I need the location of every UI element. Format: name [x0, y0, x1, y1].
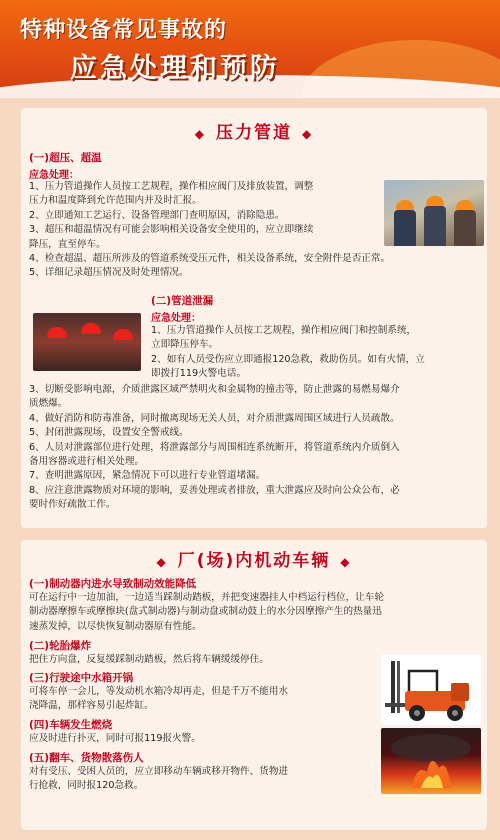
overpressure-lines	[29, 180, 379, 252]
text-line: 立即降压停车。	[151, 339, 219, 351]
text-line: 制动器摩擦车或摩擦块(盘式制动器)与制动盘或制动鼓上的水分因摩擦产生的热量迅	[29, 606, 382, 618]
text-line: 2、如有人员受伤应立即通报120急救，救助伤员。如有火情，立	[151, 353, 425, 365]
text-line: 可将车停一会儿，等发动机水箱冷却再走，但是千万不能用水	[29, 686, 289, 697]
text-line: 对有受压、受困人员的，应立即移动车辆或移开物件、货物进	[29, 766, 289, 777]
vehicle-item-heading: (二)轮胎爆炸	[29, 640, 92, 652]
workers-photo	[384, 180, 484, 246]
vehicle-item-heading: (四)车辆发生燃烧	[29, 719, 113, 731]
text-line: 5、详细记录超压情况及时处理情况。	[29, 267, 189, 279]
vehicle-item-text	[29, 591, 484, 634]
section-title-text: 厂(场)内机动车辆	[177, 551, 331, 571]
text-line: 4、做好消防和防毒准备，同时撤离现场无关人员，对介质泄露周围区域进行人员疏散。	[29, 412, 400, 424]
vehicle-item-heading: (一)制动器内进水导致制动效能降低	[29, 578, 197, 590]
overpressure-heading: (一)超压、超温	[29, 152, 102, 164]
page-title-line1: 特种设备常见事故的	[20, 18, 228, 43]
text-line: 压力和温度降到允许范围内并及时汇报。	[29, 195, 202, 207]
leak-label: 应急处理：	[151, 313, 201, 324]
text-line: 8、应注意泄露物质对环境的影响，妥善处理或者排放，重大泄露应及时向公众公布，必	[29, 484, 400, 496]
leak-lines-right	[151, 324, 485, 382]
text-line: 7、查明泄露原因，紧急情况下可以进行专业管道堵漏。	[29, 470, 266, 482]
text-line: 2、立即通知工艺运行、设备管理部门查明原因，消除隐患。	[29, 209, 285, 221]
text-line: 6、人员对泄露部位进行处理，将泄露部分与周围相连系统断开，将管道系统内介质倒入	[29, 441, 400, 453]
text-line: 降压，直至停车。	[29, 238, 106, 250]
leak-lines	[29, 383, 484, 513]
leak-heading: (二)管道泄漏	[151, 295, 214, 307]
overpressure-lines-full	[29, 252, 484, 281]
bullet-icon: ◆	[340, 555, 352, 569]
text-line: 应及时进行扑灭，同时可报119报火警。	[29, 733, 201, 744]
text-line: 5、封闭泄露现场，设置安全警戒线。	[29, 427, 189, 439]
forklift-image	[381, 655, 481, 725]
text-line: 备用容器或进行相关处理。	[29, 456, 145, 468]
vehicles-panel	[21, 540, 487, 830]
text-line: 3、超压和超温情况有可能会影响相关设备安全使用的，应立即继续	[29, 224, 314, 236]
text-line: 即拨打119火警电话。	[151, 368, 247, 380]
text-line: 1、压力管道操作人员按工艺规程，操作相应阀门和控制系统，	[151, 325, 417, 336]
text-line: 把住方向盘，反复缓踩制动踏板，然后将车辆缓缓停住。	[29, 654, 269, 665]
pressure-pipe-panel	[21, 108, 487, 528]
text-line: 可在运行中一边加油，一边适当踩制动踏板，并把变速器挂人中档运行档位，让车轮	[29, 592, 384, 603]
vehicle-item-text	[29, 653, 369, 667]
vehicle-item-text	[29, 685, 369, 714]
section-title-pressure-pipe	[21, 118, 487, 143]
bullet-icon: ◆	[194, 127, 206, 141]
header-banner	[0, 0, 500, 98]
vehicle-item-heading: (三)行驶途中水箱开锅	[29, 672, 134, 684]
text-line: 1、压力管道操作人员按工艺规程，操作相应阀门及排放装置，调整	[29, 181, 314, 192]
fire-icon	[381, 728, 481, 794]
bullet-icon: ◆	[156, 555, 168, 569]
forklift-icon	[381, 655, 481, 725]
pipe-leak-photo	[33, 313, 141, 371]
vehicle-item-text	[29, 732, 369, 746]
text-line: 要时作好疏散工作。	[29, 499, 116, 511]
text-line: 3、切断受影响电源，介质泄露区域严禁明火和金属物的撞击等，防止泄露的易燃易爆介	[29, 384, 400, 395]
vehicle-fire-photo	[381, 728, 481, 794]
text-line: 浇降温，那样容易引起炸缸。	[29, 700, 154, 712]
page-title-line2: 应急处理和预防	[70, 53, 280, 84]
text-line: 质燃爆。	[29, 398, 68, 410]
bullet-icon: ◆	[302, 127, 314, 141]
text-line: 4、检查超温、超压所涉及的管道系统受压元件，相关设备系统，安全附件是否正常。	[29, 253, 391, 264]
text-line: 速蒸发掉，以尽快恢复制动器原有性能。	[29, 620, 202, 632]
section-title-text: 压力管道	[216, 123, 292, 143]
vehicle-item-text	[29, 765, 369, 794]
overpressure-label: 应急处理：	[29, 170, 79, 181]
text-line: 行抢救，同时报120急救。	[29, 780, 144, 792]
section-title-vehicles	[21, 546, 487, 571]
vehicle-item-heading: (五)翻车、货物散落伤人	[29, 752, 144, 764]
